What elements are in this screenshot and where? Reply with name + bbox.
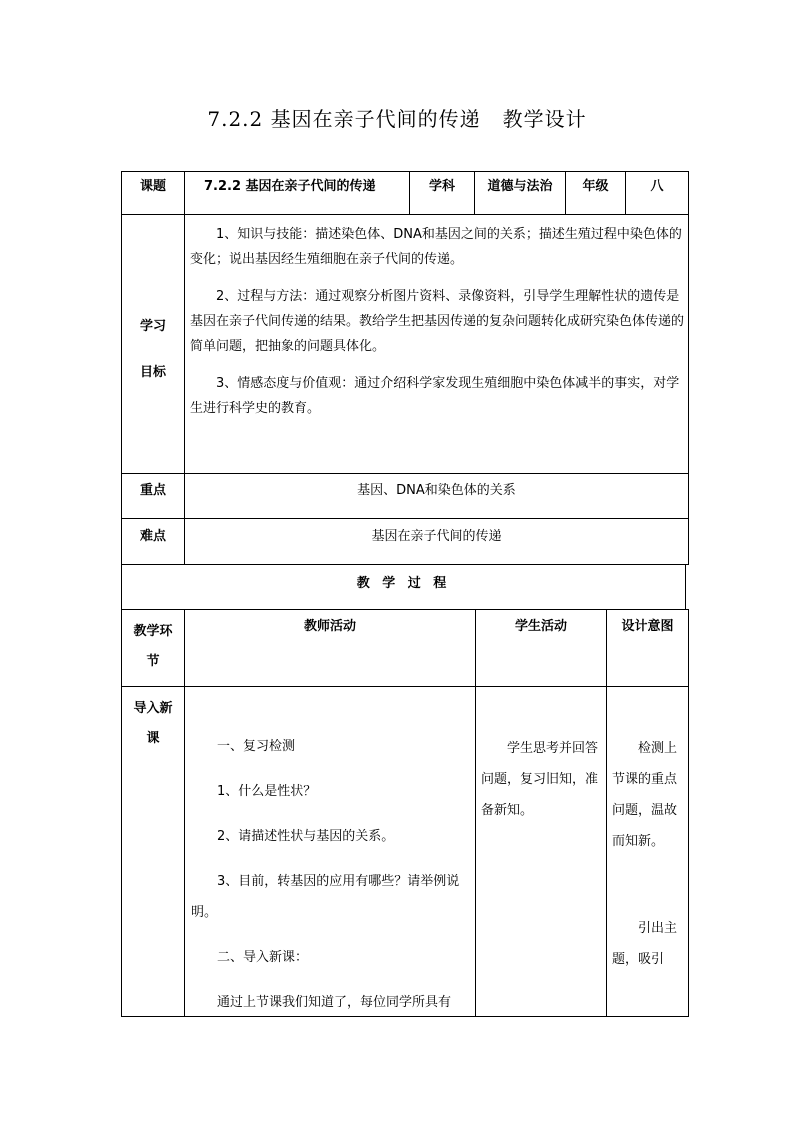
teacher-intro-text: 通过上节课我们知道了，每位同学所具有 — [217, 995, 452, 1010]
topic-label: 课题 — [139, 179, 166, 194]
process-section-title: 教 学 过 程 — [356, 576, 451, 591]
header-stage-line2: 节 — [146, 654, 160, 669]
key-point-value: 基因、DNA和染色体的关系 — [357, 483, 516, 498]
document-title — [0, 103, 794, 132]
stage-intro-line1: 导入新 — [133, 701, 173, 716]
subject-value: 道德与法治 — [487, 179, 553, 194]
header-stage — [122, 617, 184, 677]
teacher-review-heading: 一、复习检测 — [217, 739, 296, 754]
stage-intro — [122, 694, 184, 754]
key-point-label: 重点 — [139, 483, 166, 498]
student-activity — [481, 733, 603, 840]
design-intent — [612, 733, 682, 989]
topic-value: 7.2.2 基因在亲子代间的传递 — [204, 179, 376, 194]
objectives-content — [190, 222, 684, 433]
grade-value: 八 — [650, 179, 664, 194]
stage-intro-line2: 课 — [146, 731, 160, 746]
header-teacher: 教师活动 — [303, 619, 356, 634]
objectives-label — [122, 304, 184, 396]
teacher-question-3: 3、目前，转基因的应用有哪些？请举例说明。 — [191, 874, 460, 920]
teacher-intro-heading: 二、导入新课： — [217, 950, 309, 965]
document-title-suffix: 教学设计 — [502, 107, 587, 131]
design-intent-review: 检测上节课的重点问题，温故而知新。 — [612, 741, 678, 849]
difficulty-value: 基因在亲子代间的传递 — [371, 529, 502, 544]
objectives-label-line1: 学习 — [139, 319, 166, 334]
document-title-main: 7.2.2 基因在亲子代间的传递 — [207, 107, 481, 131]
teacher-activity — [191, 731, 469, 1015]
objective-process: 2、过程与方法：通过观察分析图片资料、录像资料，引导学生理解性状的遗传是基因在亲子代间传递的结果。教给学生把基因传递的复杂问题转化成研究染色体传递的简单问题，把抽象的问题具体化。 — [190, 289, 685, 354]
grade-label: 年级 — [582, 179, 609, 194]
objectives-label-line2: 目标 — [139, 365, 166, 380]
objective-attitude: 3、情感态度与价值观：通过介绍科学家发现生殖细胞中染色体减半的事实，对学生进行科学史的教育。 — [190, 376, 680, 416]
difficulty-label: 难点 — [139, 529, 166, 544]
teacher-question-2: 2、请描述性状与基因的关系。 — [217, 829, 395, 844]
design-intent-topic: 引出主题，吸引 — [612, 921, 678, 967]
subject-label: 学科 — [428, 179, 455, 194]
header-student: 学生活动 — [514, 619, 567, 634]
student-activity-text: 学生思考并回答问题，复习旧知，准备新知。 — [481, 741, 599, 818]
objective-knowledge: 1、知识与技能：描述染色体、DNA和基因之间的关系；描述生殖过程中染色体的变化；说出基因经生殖细胞在亲子代间的传递。 — [190, 227, 682, 267]
teacher-question-1: 1、什么是性状？ — [217, 784, 317, 799]
header-intent: 设计意图 — [621, 619, 674, 634]
header-stage-line1: 教学环 — [133, 624, 173, 639]
